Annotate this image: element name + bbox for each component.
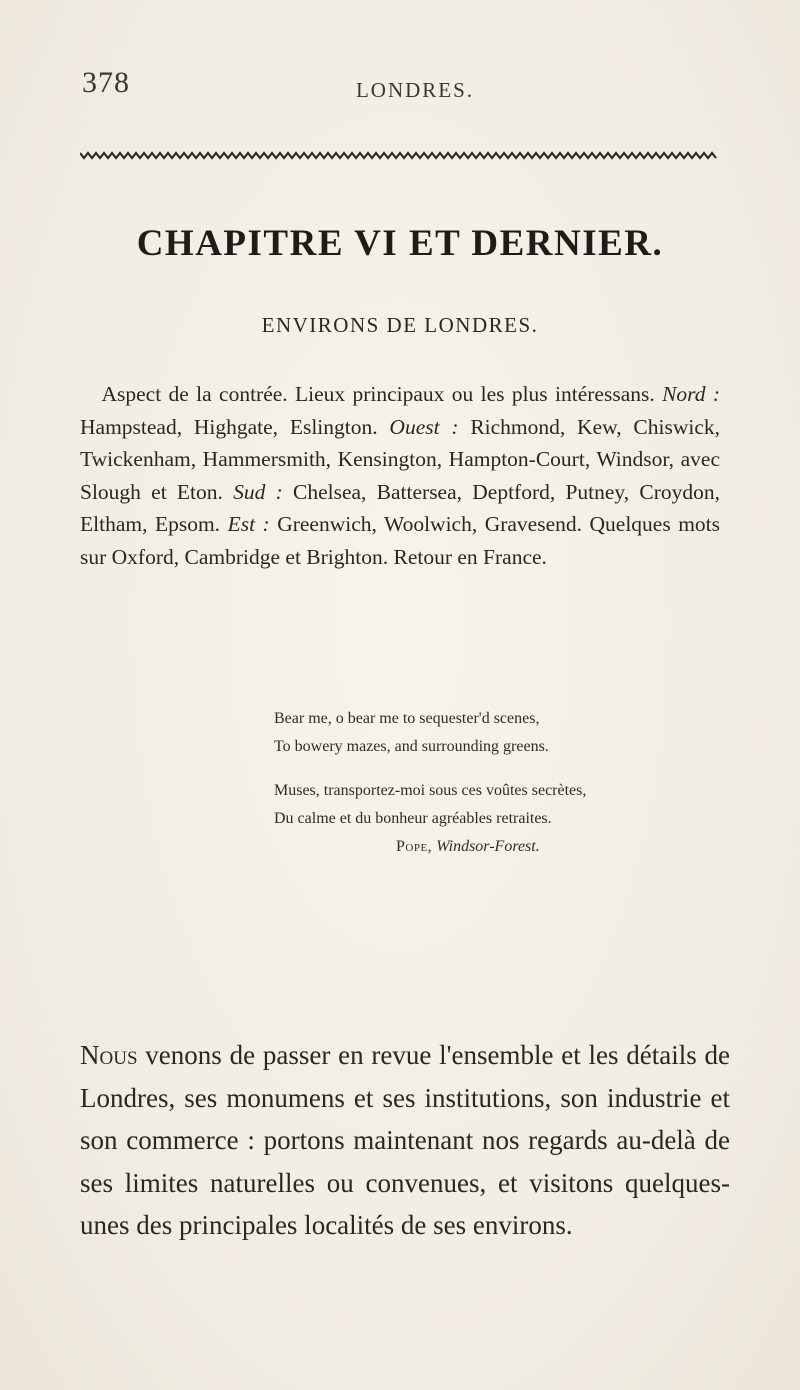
summary-east-label: Est :: [227, 512, 270, 536]
epigraph-french-line-1: Muses, transportez-moi sous ces voûtes secrètes,: [274, 782, 587, 799]
summary-south-label: Sud :: [233, 479, 283, 504]
page-number: 378: [82, 66, 130, 99]
body-first-word: Nous: [80, 1040, 138, 1070]
summary-intro: Aspect de la contrée. Lieux principaux ou les plus intéressans.: [101, 382, 655, 406]
summary-north-text: Hampstead, Highgate, Eslington.: [80, 414, 378, 439]
epigraph-english-line-2: To bowery mazes, and surrounding greens.: [274, 738, 549, 755]
chapter-title: CHAPITRE VI ET DERNIER.: [136, 223, 664, 264]
epigraph-attribution: [396, 833, 734, 861]
summary-south-text: Chelsea, Battersea, Deptford, Putney, Croydon, Eltham, Epsom.: [80, 479, 721, 536]
epigraph-french-line-2: Du calme et du bonheur agréables retraites.: [274, 810, 552, 827]
summary-north-label: Nord :: [662, 382, 720, 406]
running-head: LONDRES.: [355, 78, 475, 102]
summary-west-text: Richmond, Kew, Chiswick, Twickenham, Hammersmith, Kensington, Hampton-Court, Windsor, avec Slough et Eton.: [80, 414, 720, 504]
summary-east-text: Greenwich, Woolwich, Gravesend. Quelques mots sur Oxford, Cambridge et Brighton. Retour en France.: [80, 512, 721, 569]
epigraph: [274, 705, 734, 861]
body-paragraph: [80, 1034, 730, 1247]
body-text: venons de passer en revue l'ensemble et les détails de Londres, ses monumens et ses institutions, son industrie et son commerce : portons maintenant nos regards au-delà de ses limites naturelles ou convenues, et visitons quelques-unes des principales localités de ses environs.: [80, 1040, 730, 1240]
epigraph-work: Windsor-Forest.: [436, 838, 540, 855]
epigraph-author: Pope,: [396, 838, 433, 855]
epigraph-english-line-1: Bear me, o bear me to sequester'd scenes,: [274, 710, 540, 727]
section-heading: ENVIRONS DE LONDRES.: [261, 313, 539, 337]
summary-west-label: Ouest :: [389, 414, 459, 439]
ornamental-rule: [80, 150, 718, 160]
chapter-summary: [80, 378, 720, 573]
